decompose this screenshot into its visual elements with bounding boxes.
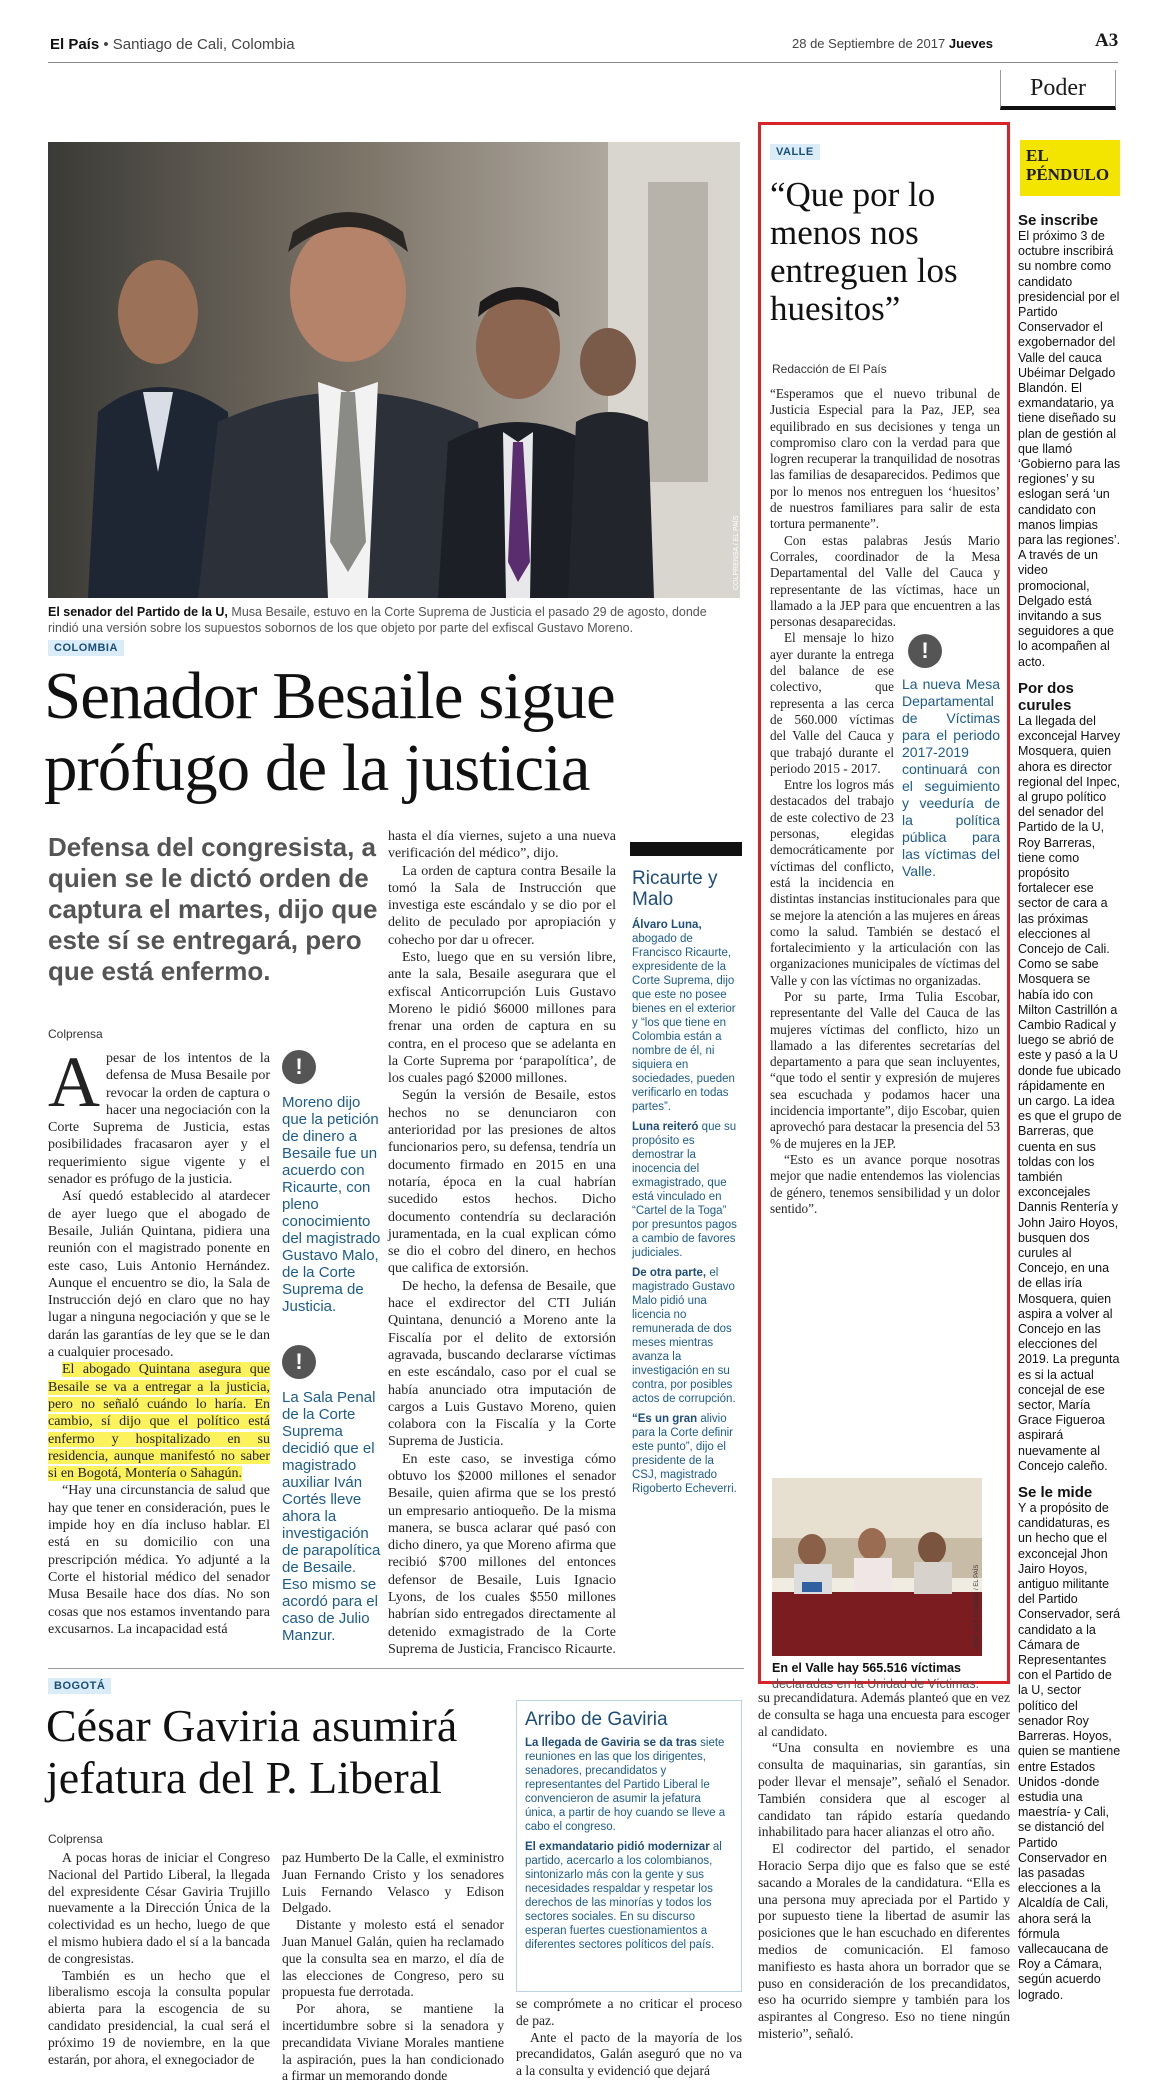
lead-headline-line1: Senador Besaile sigue — [44, 659, 615, 733]
page-number: A3 — [1095, 30, 1119, 51]
bogota-c1-p2: También es un hecho que el liberalismo escoja la consulta popular abierta para la escogencia de su candidato presidencial, la cual será el próximo 19 de noviembre, en la que estarán, por ahora, el exnegociador de — [48, 1967, 270, 2067]
valle-body — [770, 386, 1000, 1217]
pendulo-heading-1: Se inscribe — [1018, 212, 1099, 229]
sidebar-item-1-text: abogado de Francisco Ricaurte, expresidente de la Corte Suprema, dijo que este no posee bienes en el exterior y “los que tiene en Colombia están a nombre de él, ni siquiera en sociedades, pueden verificarlo en todas partes”. — [632, 933, 736, 1113]
lead-col-1 — [48, 1042, 270, 1638]
valle-photo-illustration — [772, 1478, 982, 1656]
bogota-headline — [46, 1700, 526, 1804]
lead-col1-p2: Así quedó establecido al atardecer de ayer luego que el abogado de Besaile, Julián Quintana, pidiera una reunión con el magistrado ponente en este caso, Luis Antonio Hernández. Aunque el encuentro se dio, la Sala de Instrucción dejó en claro que no hay lugar a ninguna negociación y que se le darán las garantías de ley que se le dan a cualquier procesado. — [48, 1189, 270, 1361]
valle-byline: Redacción de El País — [772, 362, 887, 376]
valle-kicker: VALLE — [770, 144, 820, 160]
sidebar-item-2 — [632, 1120, 740, 1260]
bogota-col-3 — [516, 1996, 742, 2080]
sidebar-item-1-bold: Álvaro Luna, — [632, 919, 702, 931]
pendulo-tab — [1020, 140, 1120, 196]
gaviria-box — [516, 1700, 742, 1992]
valle-photo — [772, 1478, 982, 1656]
dropcap: A — [48, 1042, 100, 1122]
lead-caption-text: Musa Besaile, estuvo en la Corte Suprema de Justicia el pasado 29 de agosto, donde rindió una versión sobre los supuestos sobornos de los que objeto por parte del exfiscal Gustavo Moreno. — [48, 605, 707, 635]
sidebar-item-4-bold: “Es un gran — [632, 1413, 698, 1425]
pendulo-title-1: EL — [1026, 146, 1049, 165]
bogota-c2-p1: paz Humberto De la Calle, el exministro Juan Fernando Cristo y los senadores Luis Fernando Velasco y Edison Delgado. — [282, 1850, 504, 1916]
valle-photo-credit: JOSÉ LUIS GUZMÁN / EL PAÍS — [974, 1564, 980, 1650]
weekday: Jueves — [948, 36, 993, 51]
lead-col3-p4: Según la versión de Besaile, estos hechos no se denunciaron con anterioridad por las presiones de altos funcionarios pero, su defensa, tendría un documento firmado en 2015 en una notaría, época en la cual habrían sucedido estos hechos. Dicho documento contendría su declaración juramentada, en la cual explican cómo se dio el cobro del dinero, en hechos que califica de extorsión. — [388, 1088, 616, 1277]
gaviria-box-item-2 — [525, 1840, 733, 1952]
lead-col3-p2: La orden de captura contra Besaile la tomó la Sala de Instrucción que investiga este escándalo y se dio por el delito de peculado por apropiación y cohecho por dar u ofrecer. — [388, 863, 616, 948]
pendulo-heading-2: Por dos curules — [1018, 679, 1074, 714]
section-tab: Poder — [1000, 70, 1116, 110]
pendulo-title-2: PÉNDULO — [1026, 165, 1110, 184]
valle-kicker-wrap — [770, 142, 820, 160]
gaviria-box-item-1-text: siete reuniones en las que los dirigentes, senadores, precandidatos y representantes del Partido Liberal le convencieron de asumir la jefatura única, a partir de hoy cuando se lleve a cabo el congreso. — [525, 1737, 726, 1833]
exclamation-icon: ! — [282, 1050, 316, 1084]
bogota-col-2 — [282, 1850, 504, 2085]
lead-kicker: COLOMBIA — [48, 640, 124, 656]
bogota-c4-p1: su precandidatura. Además planteó que en vez de consulta se haga una encuesta para escoger al candidato. — [758, 1690, 1010, 1739]
pendulo-text-2: La llegada del exconcejal Harvey Mosquera, quien ahora es director regional del Inpec, al grupo político del senador del Partido de la U, Roy Barreras, tiene como propósito fortalecer ese sector de cara a las próximas elecciones al Concejo de Cali. Como se sabe Mosquera se había ido con Milton Castrillón a Cambio Radical y luego se abrió de este y pasó a la U donde fue ubicado rápidamente en un cargo. La idea es que el grupo de Barreras, que cuenta en sus toldas con los también exconcejales Dannis Rentería y John Jairo Hoyos, busquen dos curules al Concejo, en una de ellas iría Mosquera, quien aspira a volver al Concejo en las elecciones del 2019. La pregunta es si la actual concejal de ese sector, María Grace Figueroa aspirará nuevamente al Concejo caleño. — [1018, 713, 1122, 1473]
lead-col3-p5: De hecho, la defensa de Besaile, que hace el exdirector del CTI Julián Quintana, denunció a Moreno ante la Fiscalía por el delito de extorsión agravada, buscando declararse víctimas en este escándalo, caso por el cual se había anunciado otra imputación de cargos a Luis Gustavo Moreno, quien colabora con la Fiscalía y la Corte Suprema de Justicia. — [388, 1278, 616, 1450]
pendulo-text-3: Y a propósito de candidaturas, es un hecho que el exconcejal Jhon Jairo Hoyos, antiguo militante del Partido Conservador, será candidato a la Cámara de Representantes con el Partido de la U, sector político del senador Roy Barreras. Hoyos, quien se mantiene entre Estados Unidos -donde estudia una maestría- y Cali, se distanció del Partido Conservador en las pasadas elecciones a la Alcaldía de Cali, ahora será la fórmula vallecaucana de Roy a Cámara, según acuerdo logrado. — [1018, 1501, 1121, 2002]
valle-photo-caption — [772, 1660, 1002, 1692]
bogota-col-1 — [48, 1850, 270, 2068]
date: 28 de Septiembre de 2017 — [792, 36, 946, 51]
lead-col1-highlight: El abogado Quintana asegura que Besaile se va a entregar a la justicia, pero no señaló cuándo lo haría. En cambio, sí dijo que el político está enfermo y hospitalizado en su residencia, aunque manifestó no saber si en Bogotá, Montería o Sahagún. — [48, 1362, 270, 1482]
lead-col-3 — [388, 828, 616, 1658]
bogota-c4-p2: “Una consulta en noviembre es una consulta de maquinarias, sin garantías, sin poder llevar el mensaje”, señaló el Senador. También considera que al escoger al candidato tan rápido estaría quedando inhabilitado para hacer alianzas el otro año. — [758, 1740, 1010, 1840]
lead-photo — [48, 142, 740, 598]
lead-col1-p4: “Hay una circunstancia de salud que hay que tener en consideración, pues le impide hoy en día incluso hablar. El está en su domicilio con una prescripción médica. Yo adjunté a la Corte el historial médico del senador Musa Besaile hace dos días. No son cosas que nos estamos inventando para excusarnos. La incapacidad está — [48, 1483, 270, 1637]
sidebar-ricaurte — [632, 868, 740, 1496]
sidebar-item-1 — [632, 918, 740, 1114]
bogota-c2-p2: Distante y molesto está el senador Juan Manuel Galán, quien ha reclamado que la consulta sea en marzo, el día de las elecciones de Congreso, pero su propuesta fue derrotada. — [282, 1917, 504, 2000]
gaviria-box-item-1-bold: La llegada de Gaviria se da tras — [525, 1737, 697, 1749]
sidebar-title: Ricaurte y Malo — [632, 868, 718, 910]
lead-photo-illustration — [48, 142, 740, 598]
sidebar-item-3 — [632, 1266, 740, 1406]
masthead-left: El País • Santiago de Cali, Colombia — [50, 36, 295, 53]
gaviria-box-item-2-text: al partido, acercarlo a los colombianos, sintonizarlo más con la gente y sus necesidades respaldar y respetar los derechos de las minorías y todos los sectores sociales. En su discurso esperan fuertes cuestionamientos a diferentes sectores políticos del país. — [525, 1841, 722, 1951]
gaviria-box-item-2-bold: El exmandatario pidió modernizar — [525, 1841, 710, 1853]
bogota-c3-p2: Ante el pacto de la mayoría de los precandidatos, Galán aseguró que no va a la consulta y evidenció que dejará — [516, 2029, 742, 2079]
bogota-byline: Colprensa — [48, 1832, 103, 1846]
lead-pull-1: Moreno dijo que la petición de dinero a Besaile fue un acuerdo con Ricaurte, con pleno conocimiento del magistrado Gustavo Malo, de la Corte Suprema de Justicia. — [282, 1094, 381, 1315]
lead-headline-line2: prófugo de la justicia — [44, 731, 590, 805]
valle-pull-wrap — [902, 634, 1000, 880]
lead-headline — [44, 660, 764, 804]
bogota-headline-line2: jefatura del P. Liberal — [46, 1752, 442, 1803]
bogota-c2-p3: Por ahora, se mantiene la incertidumbre sobre si la senadora y precandidata Viviane Morales mantiene la aspiración, pues la han condicionado a firmar un memorando donde — [282, 2001, 504, 2084]
valle-p6: “Esto es un avance porque nosotras mejor que nadie entendemos las violencias de género, tenemos sensibilidad y un dolor sentido”. — [770, 1151, 1000, 1216]
valle-p3: El mensaje lo hizo ayer durante la entrega del balance de ese colectivo, que representa a las cerca de 560.000 víctimas del Valle del Cauca y que trabajó durante el periodo 2015 - 2017. — [770, 630, 894, 776]
exclamation-icon: ! — [282, 1345, 316, 1379]
lead-photo-credit: COLPRENSA / EL PAÍS — [733, 515, 740, 590]
sidebar-item-4-text: alivio para la Corte definir este punto”, dijo el presidente de la CSJ, magistrado Rigoberto Echeverri. — [632, 1413, 737, 1495]
paper-name: El País — [50, 36, 100, 53]
lead-pull-2: La Sala Penal de la Corte Suprema decidió que el magistrado auxiliar Iván Cortés lleve ahora la investigación de parapolítica de Besaile. Eso mismo se acordó para el caso de Julio Manzur. — [282, 1389, 381, 1644]
lead-byline: Colprensa — [48, 1027, 103, 1041]
bogota-divider — [48, 1668, 744, 1669]
lead-col3-p3: Esto, luego que en su versión libre, ante la sala, Besaile asegurara que el exfiscal Anticorrupción Luis Gustavo Moreno le pidió $6000 millones para frenar una orden de captura en su contra, en el proceso que se adelanta en la Corte Suprema por ‘parapolítica’, de los cuales pagó $2000 millones. — [388, 950, 616, 1087]
valle-p4: Entre los logros más destacados del trabajo de este colectivo de 23 personas, elegidas democráticamente por víctimas del conflicto, está la incidencia en distintas instancias institucionales para que se mejore la atención a las mujeres en áreas como la salud. También se destacó el fortalecimiento y la articulación con las organizaciones municipales de víctimas del Valle y con las víctimas no organizadas. — [770, 777, 1000, 988]
masthead-rule — [48, 62, 1118, 63]
bogota-c3-p1: se comprómete a no criticar el proceso de paz. — [516, 1996, 742, 2028]
sidebar-item-2-bold: Luna reiteró — [632, 1121, 699, 1133]
exclamation-icon: ! — [908, 634, 942, 668]
masthead-location: Santiago de Cali, Colombia — [112, 36, 295, 53]
gaviria-box-item-1 — [525, 1736, 733, 1834]
bogota-headline-line1: César Gaviria asumirá — [46, 1700, 458, 1751]
pendulo-column — [1018, 206, 1122, 2003]
valle-caption-bold: En el Valle hay 565.516 víctimas — [772, 1661, 962, 1675]
sidebar-item-3-text: el magistrado Gustavo Malo pidió una licencia no remunerada de dos meses mientras avanza la investigación en su contra, por posibles actos de corrupción. — [632, 1267, 736, 1405]
valle-pull: La nueva Mesa Departamental de Víctimas para el periodo 2017-2019 continuará con el seguimiento y veeduría de la política pública para las víctimas del Valle. — [902, 676, 1000, 880]
gaviria-box-title: Arribo de Gaviria — [525, 1709, 668, 1730]
sidebar-item-3-bold: De otra parte, — [632, 1267, 707, 1279]
bogota-c4-p3: El codirector del partido, el senador Horacio Serpa dijo que es falso que se esté sacando a Morales de la candidatura. “Ella es una persona muy apreciada por el Partido y por supuesto tiene la libertad de asumir las posiciones que le han escuchado en diferentes medios de comunicación. El famoso manifiesto es hasta ahora un borrador que se puso en consideración de los precandidatos, eso ha ocurrido siempre y también para los aspirantes al Congreso. Eso no tiene ningún misterio”, señaló. — [758, 1841, 1010, 2041]
sidebar-bar — [630, 842, 742, 856]
lead-caption-bold: El senador del Partido de la U, — [48, 605, 228, 619]
bogota-c1-p1: A pocas horas de iniciar el Congreso Nacional del Partido Liberal, la llegada del expresidente César Gaviria Trujillo nuevamente a la Dirección Única de la colectividad es un hecho, luego de que el mismo hubiera dado el sí a la bancada de congresistas. — [48, 1850, 270, 1966]
lead-col3-p6: En este caso, se investiga cómo obtuvo los $2000 millones el senador Besaile, quien afirma que se los prestó un empresario antioqueño. De la misma manera, se busca aclarar qué pasó con dicho dinero, ya que Moreno afirma que recibió $700 millones del entonces defensor de Besaile, Luis Ignacio Lyons, de los cuales $550 millones habrían sido entregados directamente al detenido exmagistrado de la Corte Suprema de Justicia, Francisco Ricaurte. — [388, 1451, 616, 1657]
valle-p1: “Esperamos que el nuevo tribunal de Justicia Especial para la Paz, JEP, sea equilibrado en sus decisiones y tenga un compromiso claro con la verdad para que logren recuperar la tranquilidad de nosotras las familias de desaparecidos. Pedimos que por lo menos nos entreguen los ‘huesitos’ de nuestros familiares para salir de esta tortura permanente”. — [770, 386, 1000, 532]
sidebar-item-4 — [632, 1412, 740, 1496]
valle-headline: “Que por lo menos nos entreguen los huesitos” — [770, 175, 958, 328]
valle-p5: Por su parte, Irma Tulia Escobar, representante del Valle del Cauca de las mujeres víctimas del conflicto, hizo un llamado a las diferentes secretarías del departamento a para que sean incluyentes, “que todo el sentir y expresión de mujeres sea escuchada y podamos hacer una incidencia importante”, dijo Escobar, quien aprovechó para destacar la presencia del 53 % de mujeres en la JEP. — [770, 988, 1000, 1151]
bogota-col-4 — [758, 1690, 1010, 2043]
bogota-kicker: BOGOTÁ — [48, 1678, 111, 1694]
lead-kicker-wrap — [48, 638, 124, 656]
lead-pullquotes — [282, 1050, 382, 1644]
lead-deck: Defensa del congresista, a quien se le dictó orden de captura el martes, dijo que este sí se entregará, pero que está enfermo. — [48, 832, 378, 986]
pendulo-text-1: El próximo 3 de octubre inscribirá su nombre como candidato presidencial por el Partido Conservador el exgobernador del Valle del cauca Ubéimar Delgado Blandón. El exmandatario, ya tiene diseñado su plan de gestión al que llamó ‘Gobierno para las regiones’ y su eslogan será ‘un candidato con manos limpias para las regiones’. A través de un video promocional, Delgado está invitando a sus seguidores a que lo acompañen al acto. — [1018, 229, 1121, 669]
bogota-kicker-wrap — [48, 1676, 111, 1694]
valle-p2: Con estas palabras Jesús Mario Corrales, coordinador de la Mesa Departamental del Valle del Cauca y representante de las víctimas, hace un llamado a la JEP para que encuentren a las personas desaparecidas. — [770, 532, 1000, 630]
lead-photo-caption — [48, 604, 740, 636]
valle-caption-text: declaradas en la Unidad de Víctimas. — [772, 1677, 980, 1691]
lead-col1-p1: pesar de los intentos de la defensa de Musa Besaile por revocar la orden de captura o hacer una negociación con la Corte Suprema de Justicia, estas posibilidades fracasaron ayer y el requerimiento sigue vigente y el senador es prófugo de la justicia. — [48, 1051, 270, 1188]
pendulo-heading-3: Se le mide — [1018, 1484, 1093, 1502]
lead-col3-p1: hasta el día viernes, sujeto a una nueva verificación del médico”, dijo. — [388, 829, 616, 862]
sidebar-item-2-text: que su propósito es demostrar la inocencia del exmagistrado, que está vinculado en “Cartel de la Toga” por presuntos pagos a cambio de favores judiciales. — [632, 1121, 737, 1259]
masthead-date — [792, 36, 993, 51]
